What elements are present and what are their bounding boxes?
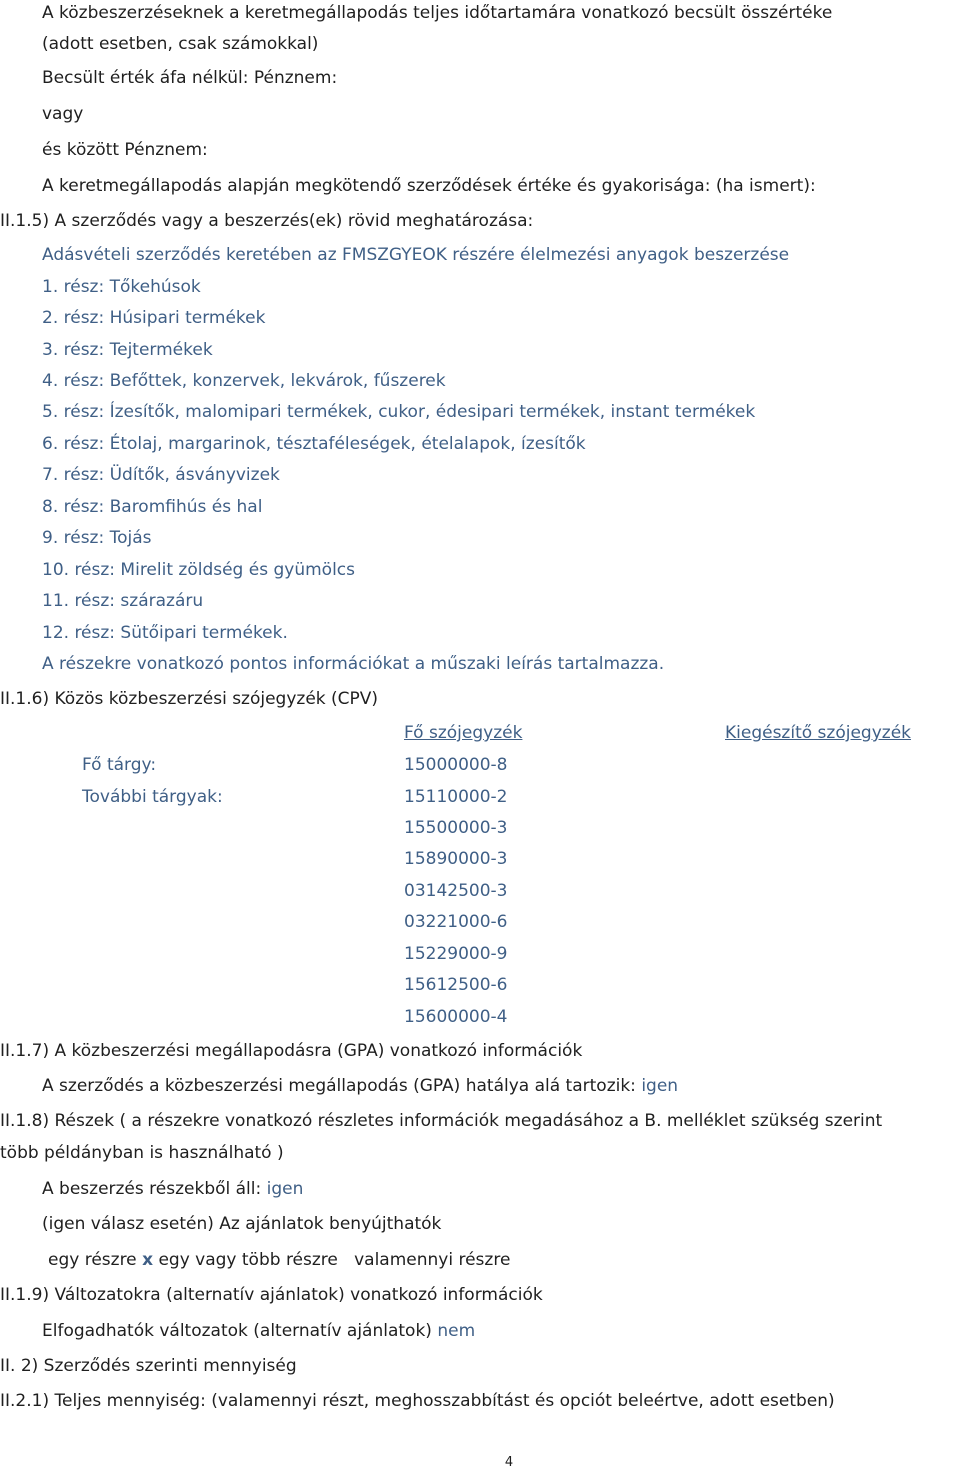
contract-frequency-label: A keretmegállapodás alapján megkötendő szerződések értéke és gyakorisága: (ha ismert): xyxy=(42,176,816,196)
section-118-heading-line1: II.1.8) Részek ( a részekre vonatkozó részletes információk megadásához a B. melléklet szükség szerint xyxy=(0,1111,883,1131)
variants-label: Elfogadhatók változatok (alternatív ajánlatok) xyxy=(42,1321,432,1341)
part-item-2: 2. rész: Húsipari termékek xyxy=(42,308,266,328)
cpv-code: 03221000-6 xyxy=(404,912,508,932)
part-item-10: 10. rész: Mirelit zöldség és gyümölcs xyxy=(42,560,355,580)
part-item-12: 12. rész: Sütőipari termékek. xyxy=(42,623,288,643)
section-116-heading: II.1.6) Közös közbeszerzési szójegyzék (CPV) xyxy=(0,689,379,709)
gpa-value: igen xyxy=(641,1076,679,1096)
variants-statement xyxy=(42,1320,475,1342)
cpv-code: 15890000-3 xyxy=(404,849,508,869)
lots-label: A beszerzés részekből áll: xyxy=(42,1179,262,1199)
gpa-label: A szerződés a közbeszerzési megállapodás (GPA) hatálya alá tartozik: xyxy=(42,1076,636,1096)
cpv-additional-objects-label: További tárgyak: xyxy=(82,787,223,807)
range-label: és között Pénznem: xyxy=(42,140,208,160)
section-115-heading: II.1.5) A szerződés vagy a beszerzés(ek) rövid meghatározása: xyxy=(0,211,534,231)
parts-note: A részekre vonatkozó pontos információkat a műszaki leírás tartalmazza. xyxy=(42,654,665,674)
cpv-main-object-label: Fő tárgy: xyxy=(82,755,157,775)
cpv-code: 15000000-8 xyxy=(404,755,508,775)
option-one-or-more-lots: egy vagy több részre xyxy=(158,1250,338,1270)
cpv-main-vocabulary-header: Fő szójegyzék xyxy=(404,723,523,743)
selected-mark: x xyxy=(142,1250,154,1270)
gpa-statement xyxy=(42,1075,678,1097)
section-21-heading: II.2.1) Teljes mennyiség: (valamennyi részt, meghosszabbítást és opciót beleértve, adott esetben) xyxy=(0,1391,835,1411)
lots-value: igen xyxy=(266,1179,304,1199)
part-item-4: 4. rész: Befőttek, konzervek, lekvárok, fűszerek xyxy=(42,371,446,391)
section-2-heading: II. 2) Szerződés szerinti mennyiség xyxy=(0,1356,297,1376)
cpv-code: 03142500-3 xyxy=(404,881,508,901)
option-all-lots: valamennyi részre xyxy=(354,1250,511,1270)
part-item-1: 1. rész: Tőkehúsok xyxy=(42,277,201,297)
part-item-11: 11. rész: szárazáru xyxy=(42,591,204,611)
section-117-heading: II.1.7) A közbeszerzési megállapodásra (GPA) vonatkozó információk xyxy=(0,1041,583,1061)
cpv-code: 15612500-6 xyxy=(404,975,508,995)
cpv-code: 15500000-3 xyxy=(404,818,508,838)
estimate-heading-line2: (adott esetben, csak számokkal) xyxy=(42,34,319,54)
cpv-code: 15600000-4 xyxy=(404,1007,508,1027)
section-119-heading: II.1.9) Változatokra (alternatív ajánlatok) vonatkozó információk xyxy=(0,1285,543,1305)
lots-statement xyxy=(42,1178,303,1200)
estimate-heading-line1: A közbeszerzéseknek a keretmegállapodás teljes időtartamára vonatkozó becsült összértéke xyxy=(42,3,833,23)
part-item-5: 5. rész: Ízesítők, malomipari termékek, cukor, édesipari termékek, instant termékek xyxy=(42,402,756,422)
part-item-6: 6. rész: Étolaj, margarinok, tésztaféleségek, ételalapok, ízesítők xyxy=(42,434,586,454)
part-item-7: 7. rész: Üdítők, ásványvizek xyxy=(42,465,280,485)
variants-value: nem xyxy=(437,1321,476,1341)
cpv-supplementary-vocabulary-header: Kiegészítő szójegyzék xyxy=(725,723,911,743)
section-118-heading-line2: több példányban is használható ) xyxy=(0,1143,284,1163)
cpv-code: 15110000-2 xyxy=(404,787,508,807)
procurement-summary: Adásvételi szerződés keretében az FMSZGYEOK részére élelmezési anyagok beszerzése xyxy=(42,245,790,265)
or-label: vagy xyxy=(42,104,84,124)
part-item-8: 8. rész: Baromfihús és hal xyxy=(42,497,263,517)
option-one-lot: egy részre xyxy=(48,1250,137,1270)
cpv-code: 15229000-9 xyxy=(404,944,508,964)
estimate-value-label: Becsült érték áfa nélkül: Pénznem: xyxy=(42,68,338,88)
tender-options xyxy=(48,1249,510,1271)
page-number: 4 xyxy=(504,1455,514,1470)
tender-submission-label: (igen válasz esetén) Az ajánlatok benyújthatók xyxy=(42,1214,442,1234)
part-item-9: 9. rész: Tojás xyxy=(42,528,152,548)
part-item-3: 3. rész: Tejtermékek xyxy=(42,340,213,360)
